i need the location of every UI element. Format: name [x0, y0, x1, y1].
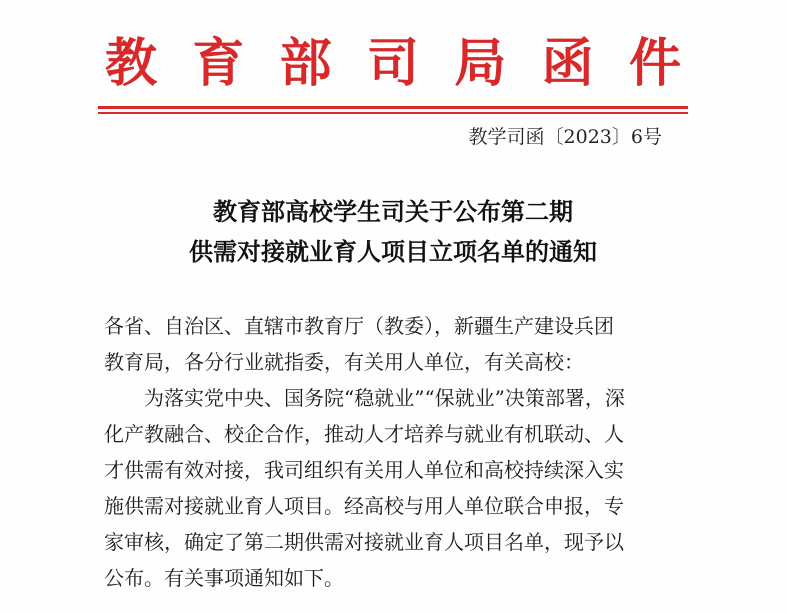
red-divider-thin [98, 112, 688, 114]
body-line: 公布。有关事项通知如下。 [104, 566, 344, 590]
document-title-line-2: 供需对接就业育人项目立项名单的通知 [189, 238, 597, 266]
body-line: 家审核，确定了第二期供需对接就业育人项目名单，现予以 [104, 530, 624, 554]
salutation-line: 各省、自治区、直辖市教育厅（教委），新疆生产建设兵团 [104, 314, 614, 338]
body-line: 化产教融合、校企合作，推动人才培养与就业有机联动、人 [104, 422, 624, 446]
salutation-line: 教育局，各分行业就指委，有关用人单位，有关高校： [104, 350, 584, 374]
masthead [98, 32, 688, 96]
document-number: 教学司函〔2023〕6号 [468, 126, 662, 148]
body-line: 才供需有效对接，我司组织有关用人单位和高校持续深入实 [104, 458, 624, 482]
masthead-char: 司 [366, 34, 419, 94]
masthead-char: 部 [279, 34, 332, 94]
masthead-char: 件 [628, 34, 681, 94]
masthead-char: 教 [104, 34, 157, 94]
masthead-char: 函 [541, 34, 594, 94]
salutation [104, 308, 684, 380]
body-line: 施供需对接就业育人项目。经高校与用人单位联合申报，专 [104, 494, 624, 518]
body-paragraph [104, 380, 684, 596]
masthead-char: 局 [454, 34, 507, 94]
masthead-char: 育 [192, 34, 245, 94]
red-divider-thick [98, 106, 688, 109]
document-title-line-1: 教育部高校学生司关于公布第二期 [213, 198, 573, 226]
body-line: 为落实党中央、国务院“稳就业”“保就业”决策部署，深 [144, 386, 625, 410]
